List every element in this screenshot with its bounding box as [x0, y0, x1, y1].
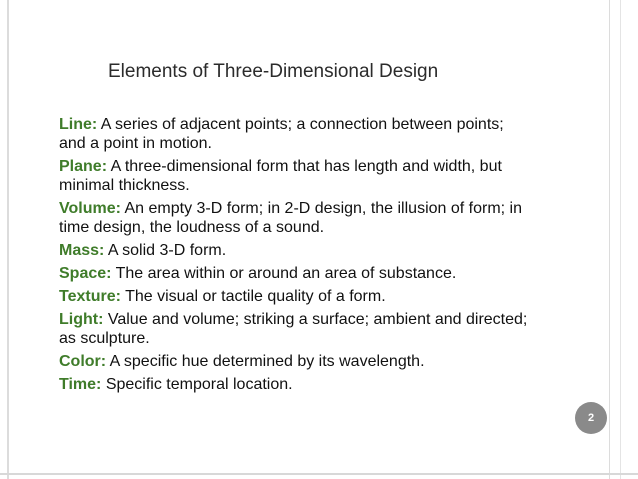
frame-left-border — [7, 0, 9, 479]
frame-bottom-border — [0, 473, 638, 475]
term-label: Light: — [59, 311, 104, 328]
term-label: Texture: — [59, 288, 121, 305]
term-definition: A three-dimensional form that has length and width, but minimal thickness. — [59, 158, 502, 194]
term-definition: A solid 3-D form. — [104, 242, 227, 259]
term-definition: A specific hue determined by its wavelength. — [106, 353, 425, 370]
term-definition: Value and volume; striking a surface; ambient and directed; as sculpture. — [59, 311, 528, 347]
term-definition: The visual or tactile quality of a form. — [120, 288, 386, 305]
definition-item-volume — [59, 199, 529, 237]
term-label: Volume: — [59, 200, 121, 217]
term-definition: Specific temporal location. — [101, 376, 293, 393]
term-definition: A series of adjacent points; a connection between points; and a point in motion. — [59, 116, 504, 152]
term-label: Color: — [59, 353, 107, 370]
definition-item-time — [59, 375, 529, 394]
definition-item-plane — [59, 157, 529, 195]
definition-item-texture — [59, 287, 529, 306]
page-number-badge: 2 — [575, 402, 607, 434]
definition-list — [59, 115, 529, 398]
term-label: Time: — [59, 376, 102, 393]
definition-item-color — [59, 352, 529, 371]
definition-item-mass — [59, 241, 529, 260]
term-definition: The area within or around an area of substance. — [111, 265, 457, 282]
slide-title: Elements of Three-Dimensional Design — [108, 61, 439, 82]
term-definition: An empty 3-D form; in 2-D design, the illusion of form; in time design, the loudness of a sound. — [59, 200, 522, 236]
definition-item-space — [59, 264, 529, 283]
frame-right-border-inner — [609, 0, 610, 479]
definition-item-line — [59, 115, 529, 153]
definition-item-light — [59, 310, 529, 348]
term-label: Mass: — [59, 242, 105, 259]
term-label: Plane: — [59, 158, 108, 175]
frame-right-border-outer — [620, 0, 621, 479]
term-label: Space: — [59, 265, 112, 282]
term-label: Line: — [59, 116, 98, 133]
